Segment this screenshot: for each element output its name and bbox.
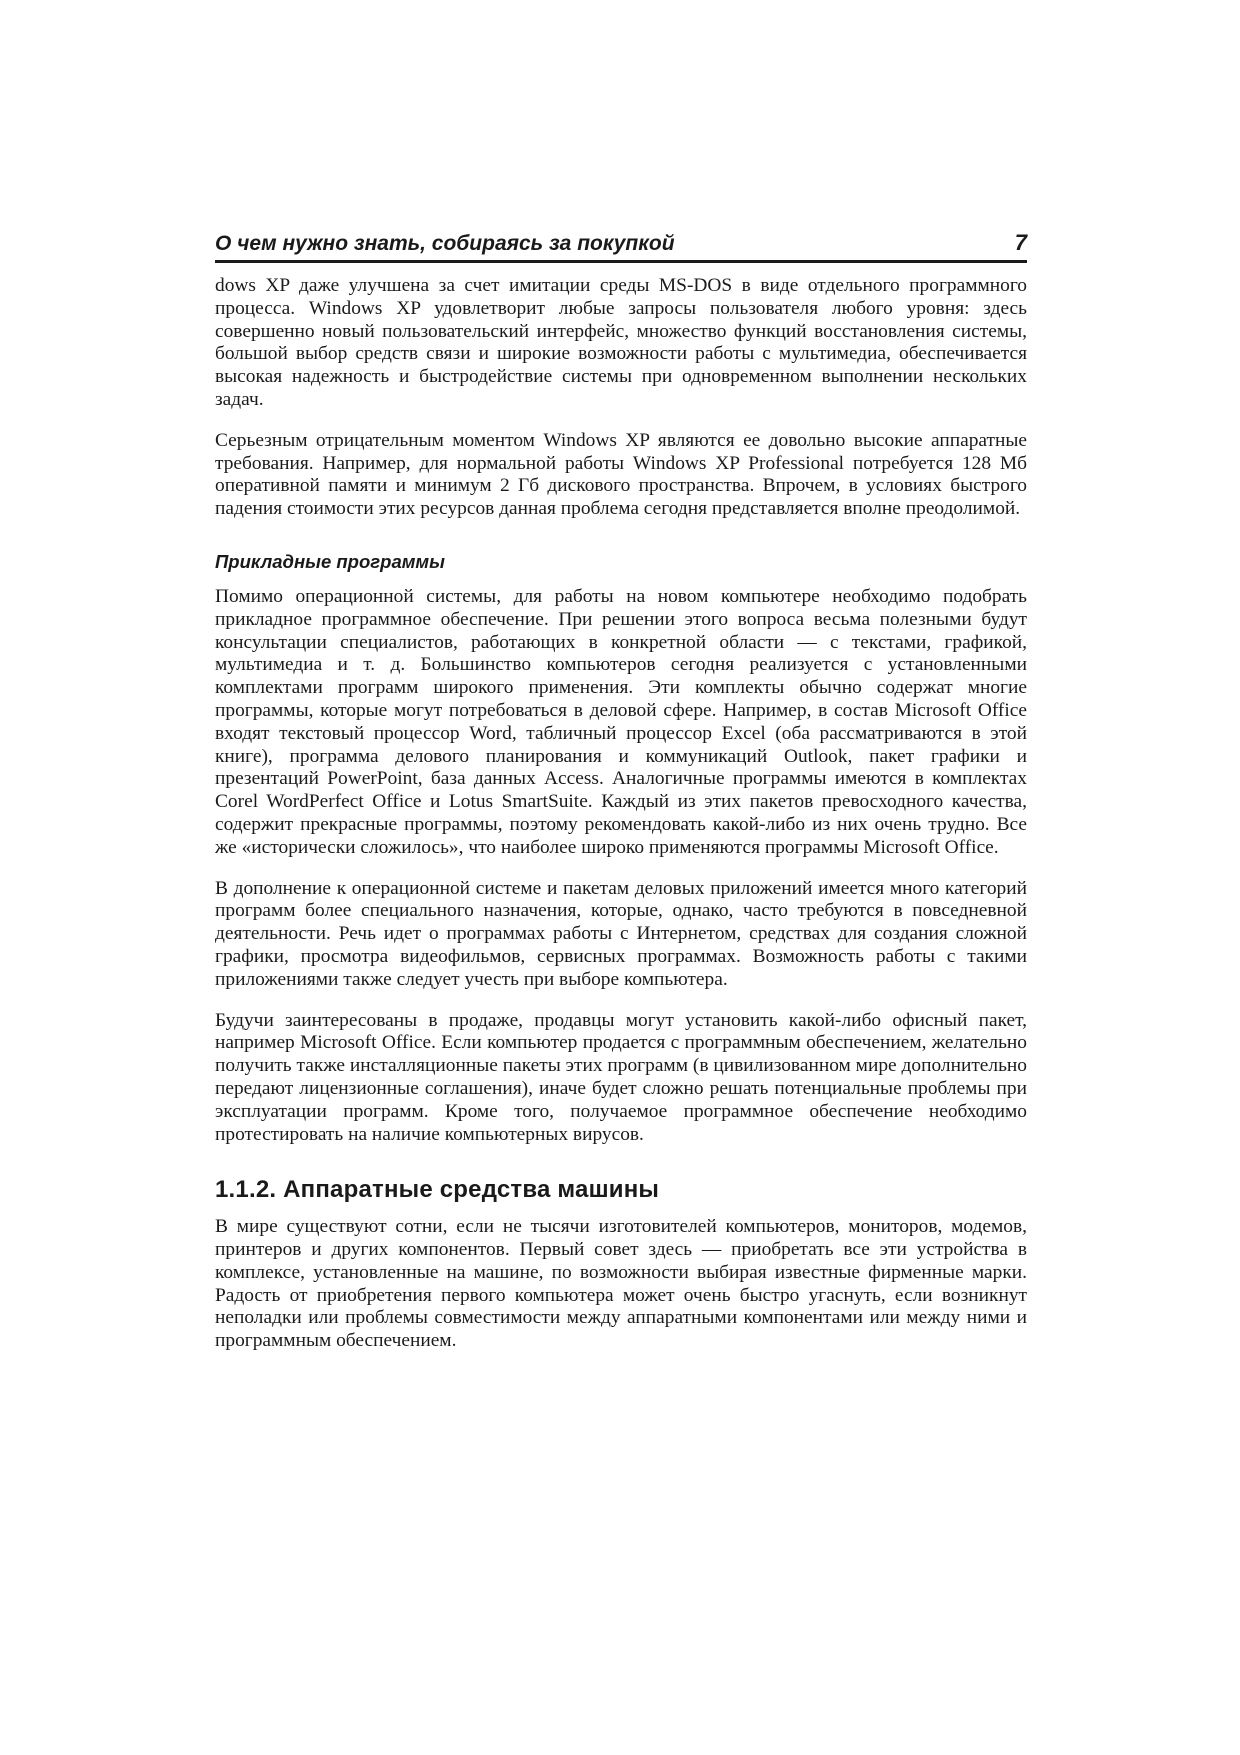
section-heading: 1.1.2. Аппаратные средства машины [215, 1176, 660, 1204]
paragraph-hardware-manufacturers: В мире существуют сотни, если не тысячи изготовителей компьютеров, мониторов, модемов, принтеров и других компонентов. Первый совет здесь — приобретать все эти устройства в комплексе, установленные на машине, по возможности выбирая известные фирменные марки. Радость от приобретения первого компьютера может очень быстро угаснуть, если возникнут неполадки или проблемы совместимости между аппаратными компонентами или между ними и программным обеспечением. [215, 1216, 1027, 1352]
page-number: 7 [1014, 230, 1027, 255]
book-page [215, 232, 1027, 1371]
paragraph-application-software: Помимо операционной системы, для работы на новом компьютере необходимо подобрать прикладное программное обеспечение. При решении этого вопроса весьма полезными будут консультации специалистов, работающих в конкретной области — с текстами, графикой, мультимедиа и т. д. Большинство компьютеров сегодня реализуется с установленными комплектами программ широкого применения. Эти комплекты обычно содержат многие программы, которые могут потребоваться в деловой сфере. Например, в состав Microsoft Office входят текстовый процессор Word, табличный процессор Excel (оба рассматриваются в этой книге), программа делового планирования и коммуникаций Outlook, пакет графики и презентаций PowerPoint, база данных Access. Аналогичные программы имеются в комплектах Corel WordPerfect Office и Lotus SmartSuite. Каждый из этих пакетов превосходного качества, содержит прекрасные программы, поэтому рекомендовать какой-либо из них очень трудно. Все же «исторически сложилось», что наиболее широко применяются программы Microsoft Office. [215, 585, 1027, 858]
paragraph-windows-xp-requirements: Серьезным отрицательным моментом Windows XP являются ее довольно высокие аппаратные требования. Например, для нормальной работы Windows XP Professional потребуется 128 Мб оперативной памяти и минимум 2 Гб дискового пространства. Впрочем, в условиях быстрого падения стоимости этих ресурсов данная проблема сегодня представляется вполне преодолимой. [215, 429, 1027, 520]
paragraph-windows-xp-features: dows XP даже улучшена за счет имитации среды MS-DOS в виде отдельного программного процесса. Windows XP удовлетворит любые запросы пользователя любого уровня: здесь совершенно новый пользовательский интерфейс, множество функций восстановления системы, большой выбор средств связи и широкие возможности работы с мультимедиа, обеспечивается высокая надежность и быстродействие системы при одновременном выполнении нескольких задач. [215, 275, 1027, 410]
running-header [215, 232, 1027, 263]
paragraph-special-programs: В дополнение к операционной системе и пакетам деловых приложений имеется много категорий программ более специального назначения, которые, однако, часто требуются в повседневной деятельности. Речь идет о программах работы с Интернетом, средствах для создания сложной графики, просмотра видеофильмов, сервисных программах. Возможность работы с такими приложениями также следует учесть при выборе компьютера. [215, 877, 1027, 990]
paragraph-installation-packages: Будучи заинтересованы в продаже, продавцы могут установить какой-либо офисный пакет, например Microsoft Office. Если компьютер продается с программным обеспечением, желательно получить также инсталляционные пакеты этих программ (в цивилизованном мире дополнительно передают лицензионные соглашения), иначе будет сложно решать потенциальные проблемы при эксплуатации программ. Кроме того, получаемое программное обеспечение необходимо протестировать на наличие компьютерных вирусов. [215, 1009, 1027, 1145]
running-header-title: О чем нужно знать, собираясь за покупкой [215, 232, 675, 255]
subsection-heading: Прикладные программы [215, 550, 445, 572]
